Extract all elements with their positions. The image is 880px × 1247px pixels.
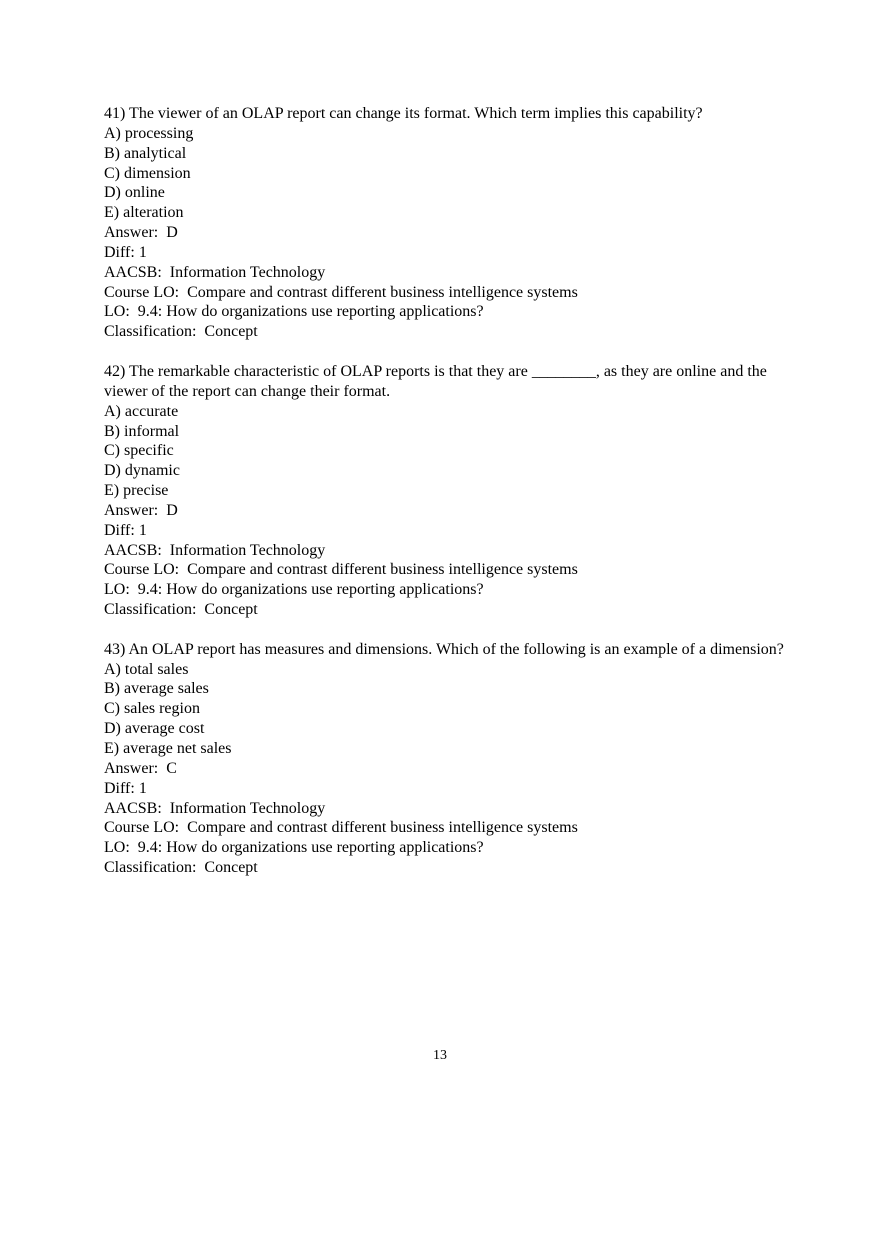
option-b: B) average sales	[104, 680, 209, 698]
question-stem: 41) The viewer of an OLAP report can change its format. Which term implies this capability?	[104, 105, 703, 122]
option-d: D) average cost	[104, 720, 205, 738]
classification: Classification: Concept	[104, 859, 258, 877]
question-stem: 42) The remarkable characteristic of OLAP reports is that they are ________, as they are online and the viewer of the report can change their format.	[104, 362, 771, 400]
answer: Answer: C	[104, 759, 177, 777]
learning-objective: LO: 9.4: How do organizations use reporting applications?	[104, 839, 484, 857]
answer: Answer: D	[104, 501, 178, 519]
option-c: C) sales region	[104, 700, 200, 718]
aacsb: AACSB: Information Technology	[104, 799, 326, 817]
question-42	[104, 362, 784, 620]
option-a: A) total sales	[104, 660, 189, 678]
question-43	[104, 640, 784, 878]
option-e: E) alteration	[104, 204, 184, 222]
aacsb: AACSB: Information Technology	[104, 541, 326, 559]
option-b: B) informal	[104, 422, 180, 440]
classification: Classification: Concept	[104, 323, 258, 341]
classification: Classification: Concept	[104, 601, 258, 619]
difficulty: Diff: 1	[104, 779, 147, 797]
option-e: E) average net sales	[104, 740, 232, 757]
option-c: C) specific	[104, 442, 174, 460]
difficulty: Diff: 1	[104, 521, 147, 539]
aacsb: AACSB: Information Technology	[104, 263, 326, 281]
option-a: A) processing	[104, 124, 194, 142]
question-41	[104, 104, 784, 342]
option-b: B) analytical	[104, 144, 187, 162]
page-number: 13	[433, 1048, 447, 1063]
option-d: D) online	[104, 184, 165, 202]
answer: Answer: D	[104, 224, 178, 242]
difficulty: Diff: 1	[104, 243, 147, 261]
question-stem: 43) An OLAP report has measures and dimensions. Which of the following is an example of a dimension?	[104, 640, 784, 658]
page-content	[104, 104, 784, 898]
option-e: E) precise	[104, 482, 169, 500]
option-a: A) accurate	[104, 402, 179, 420]
option-c: C) dimension	[104, 164, 191, 182]
course-lo: Course LO: Compare and contrast different business intelligence systems	[104, 819, 578, 837]
course-lo: Course LO: Compare and contrast different business intelligence systems	[104, 561, 578, 579]
learning-objective: LO: 9.4: How do organizations use reporting applications?	[104, 581, 484, 599]
course-lo: Course LO: Compare and contrast different business intelligence systems	[104, 283, 578, 301]
option-d: D) dynamic	[104, 462, 180, 480]
learning-objective: LO: 9.4: How do organizations use reporting applications?	[104, 303, 484, 321]
